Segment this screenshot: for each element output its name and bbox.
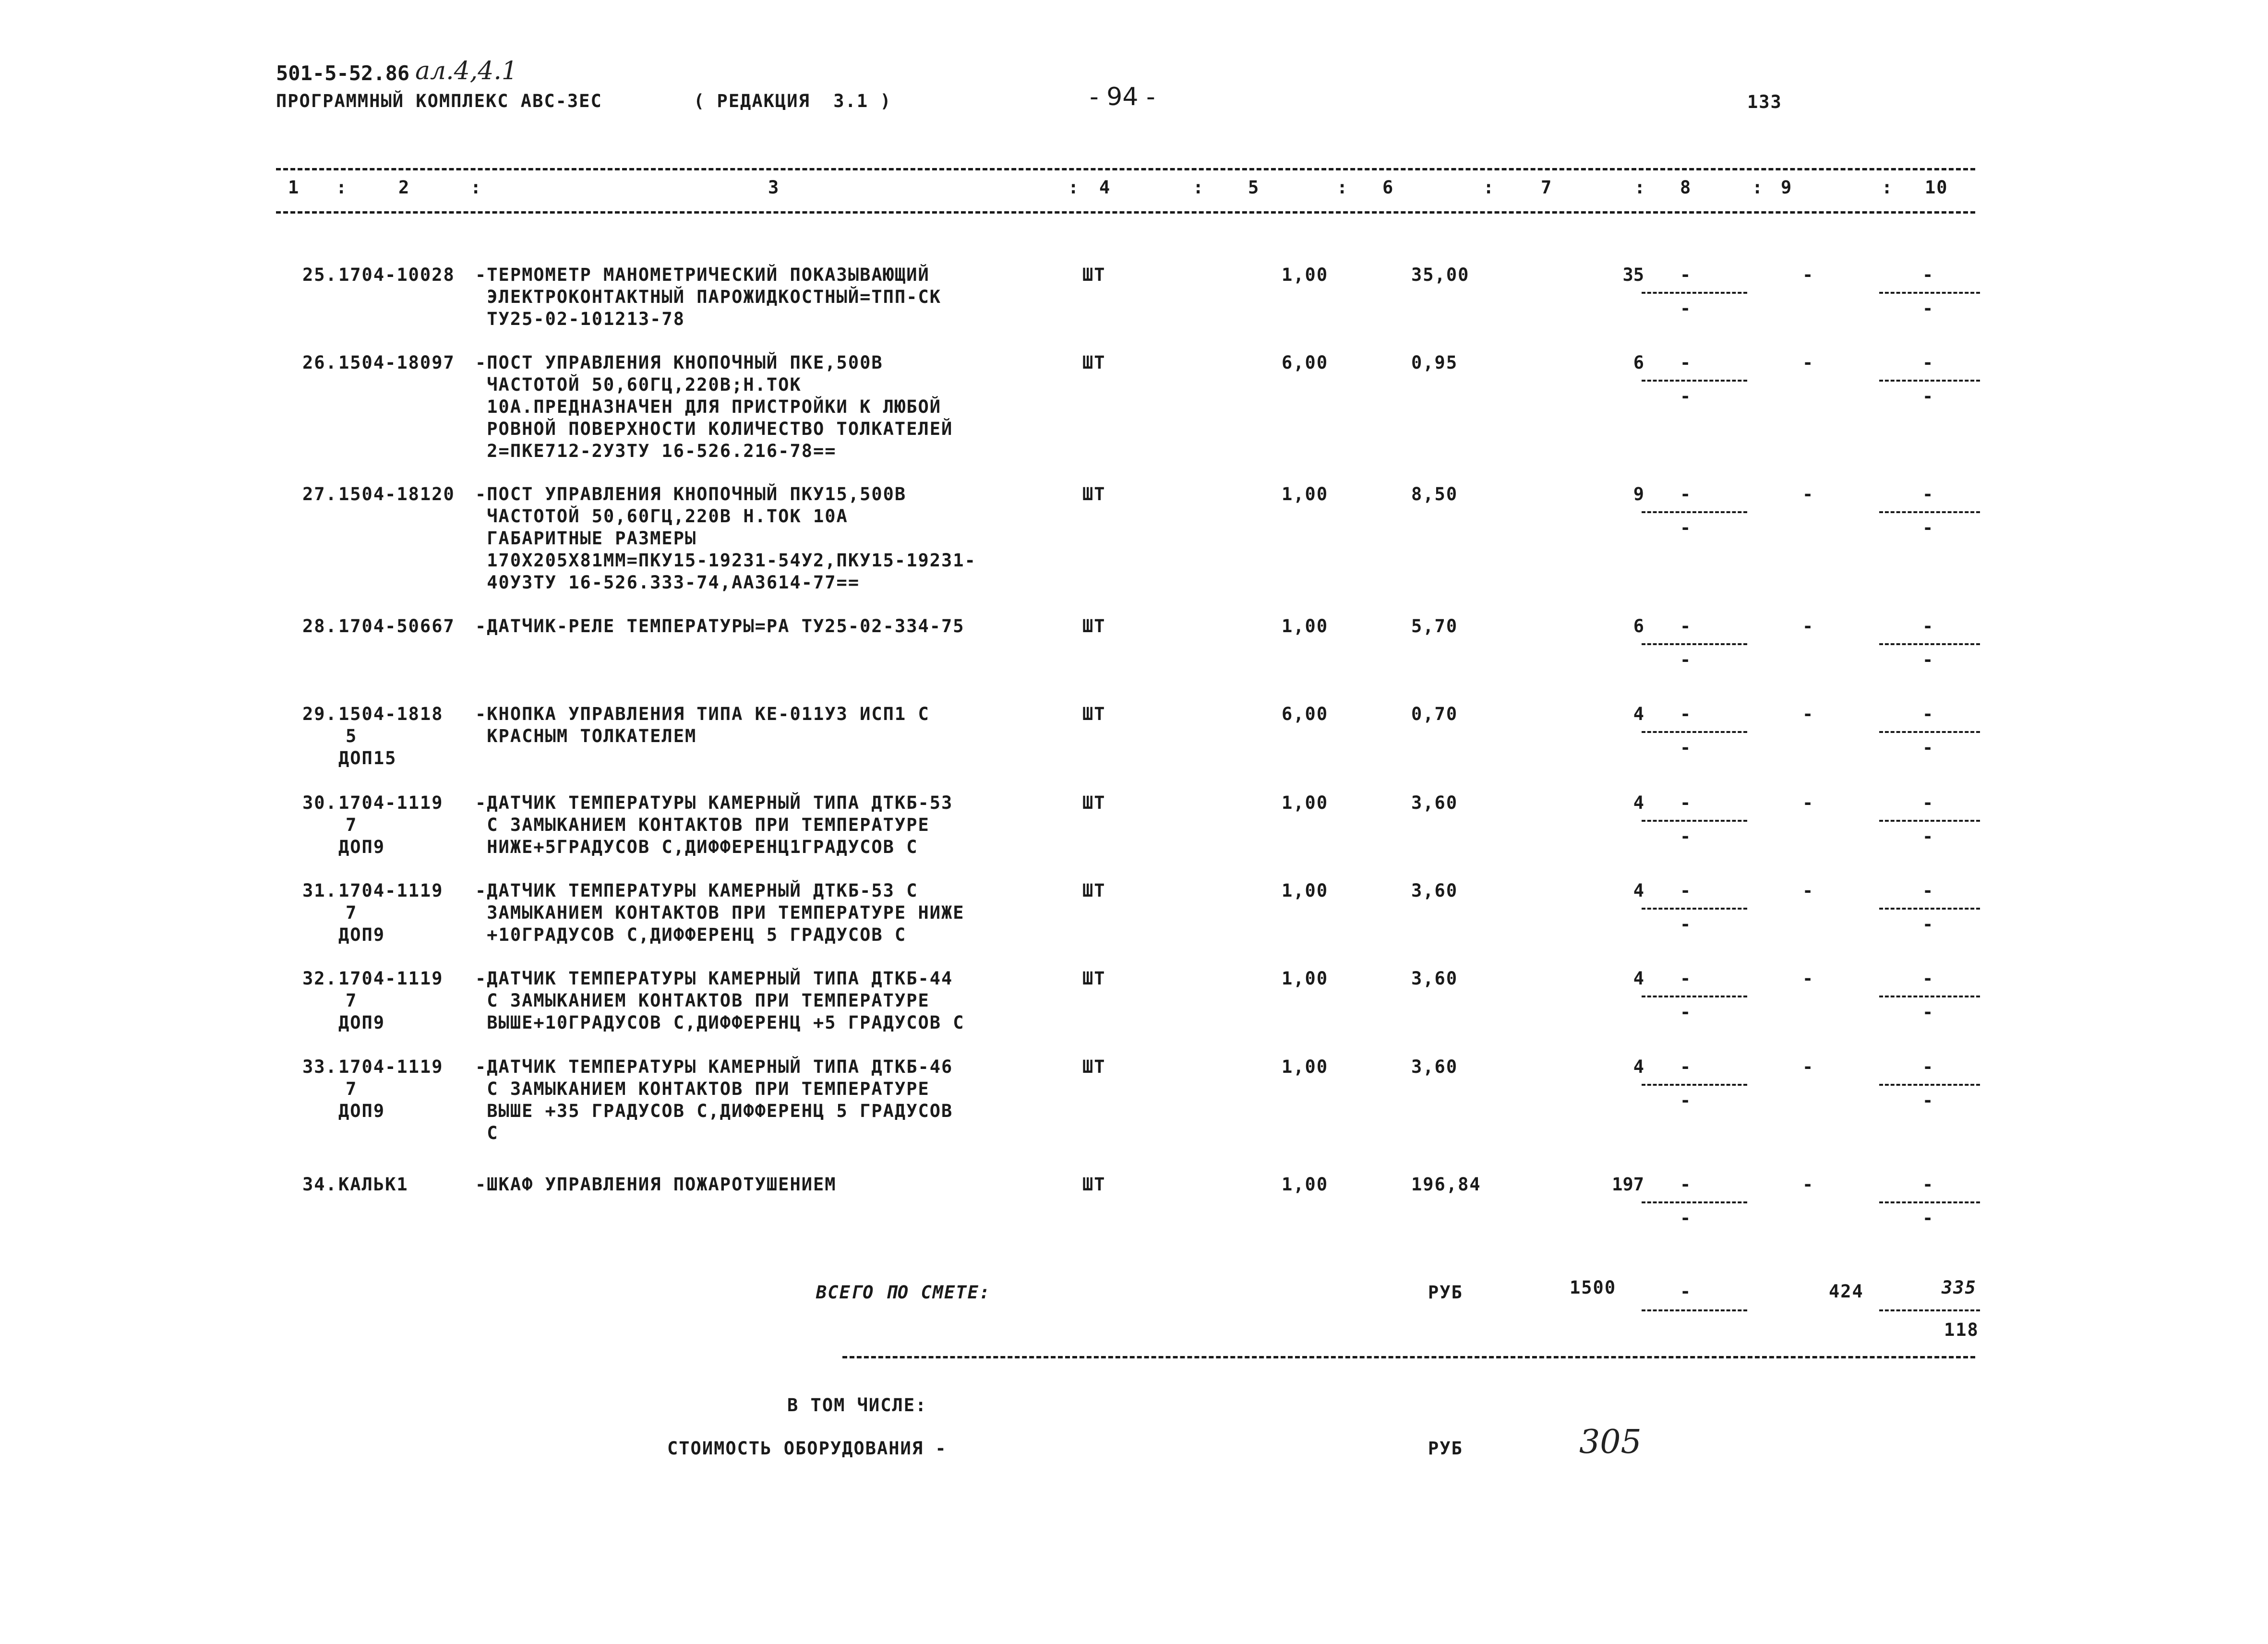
col9-cell: -	[1802, 1174, 1814, 1195]
total-cell: 4	[1633, 968, 1644, 989]
col8-cell-lower: -	[1680, 1090, 1692, 1111]
item-code-extra: 7	[346, 815, 358, 835]
quantity-cell: 6,00	[1282, 352, 1329, 373]
col9-cell: -	[1802, 352, 1814, 373]
summary-label: ВСЕГО ПО СМЕТЕ:	[816, 1282, 991, 1303]
quantity-cell: 1,00	[1282, 264, 1329, 285]
col10-cell: -	[1922, 968, 1934, 989]
item-description-line: С ЗАМЫКАНИЕМ КОНТАКТОВ ПРИ ТЕМПЕРАТУРЕ	[475, 990, 930, 1011]
item-description-line: С ЗАМЫКАНИЕМ КОНТАКТОВ ПРИ ТЕМПЕРАТУРЕ	[475, 1079, 930, 1099]
col10-rule	[1879, 1201, 1980, 1203]
column-separator: :	[1337, 177, 1349, 198]
col8-cell: -	[1680, 704, 1692, 724]
col10-cell: -	[1922, 1056, 1934, 1077]
item-code-extra: ДОП9	[338, 1101, 385, 1121]
column-header-2: 2	[398, 177, 410, 198]
col8-rule	[1642, 731, 1747, 733]
column-header-7: 7	[1541, 177, 1553, 198]
unit-cell: ШТ	[1082, 1056, 1106, 1077]
column-separator: :	[1193, 177, 1205, 198]
column-separator: :	[1483, 177, 1495, 198]
column-header-1: 1	[288, 177, 300, 198]
row-number: 33.	[302, 1056, 337, 1077]
col10-cell-lower: -	[1922, 386, 1934, 407]
row-number: 25.	[302, 264, 337, 285]
col8-rule	[1642, 820, 1747, 822]
col8-rule	[1642, 380, 1747, 382]
item-code: 1504-18120	[338, 484, 455, 504]
equipment-label: СТОИМОСТЬ ОБОРУДОВАНИЯ -	[667, 1438, 947, 1459]
col9-cell: -	[1802, 1056, 1814, 1077]
item-description-line: -ДАТЧИК ТЕМПЕРАТУРЫ КАМЕРНЫЙ ТИПА ДТКБ-44	[475, 968, 953, 989]
unit-price-cell: 35,00	[1411, 264, 1470, 285]
quantity-cell: 1,00	[1282, 484, 1329, 504]
column-separator: :	[1882, 177, 1894, 198]
col8-cell-lower: -	[1680, 1002, 1692, 1022]
quantity-cell: 6,00	[1282, 704, 1329, 724]
column-header-6: 6	[1382, 177, 1394, 198]
unit-cell: ШТ	[1082, 968, 1106, 989]
column-separator: :	[1634, 177, 1646, 198]
item-description-line: -КНОПКА УПРАВЛЕНИЯ ТИПА КЕ-011У3 ИСП1 С	[475, 704, 930, 724]
col10-rule	[1879, 643, 1980, 645]
col9-cell: -	[1802, 968, 1814, 989]
col10-cell: -	[1922, 484, 1934, 504]
col10-rule	[1879, 1084, 1980, 1086]
row-number: 34.	[302, 1174, 337, 1195]
col8-cell-lower: -	[1680, 517, 1692, 538]
total-cell: 197	[1612, 1174, 1644, 1195]
col8-cell: -	[1680, 352, 1692, 373]
column-header-5: 5	[1248, 177, 1260, 198]
item-description-line: РОВНОЙ ПОВЕРХНОСТИ КОЛИЧЕСТВО ТОЛКАТЕЛЕЙ	[475, 419, 953, 439]
quantity-cell: 1,00	[1282, 968, 1329, 989]
row-number: 31.	[302, 880, 337, 901]
col9-cell: -	[1802, 880, 1814, 901]
unit-price-cell: 0,95	[1411, 352, 1458, 373]
col10-cell-lower: -	[1922, 1208, 1934, 1228]
item-code-extra: ДОП15	[338, 748, 397, 768]
item-description-line: 170Х205Х81ММ=ПКУ15-19231-54У2,ПКУ15-19231-	[475, 550, 976, 571]
col8-cell: -	[1680, 880, 1692, 901]
column-separator: :	[1068, 177, 1080, 198]
col10-cell-lower: -	[1922, 517, 1934, 538]
item-description-line: -ДАТЧИК-РЕЛЕ ТЕМПЕРАТУРЫ=РА ТУ25-02-334-75	[475, 616, 965, 636]
item-description-line: ВЫШЕ +35 ГРАДУСОВ С,ДИФФЕРЕНЦ 5 ГРАДУСОВ	[475, 1101, 953, 1121]
col10-rule	[1879, 292, 1980, 294]
summary-total: 1500	[1570, 1277, 1617, 1298]
col10-cell: -	[1922, 616, 1934, 636]
row-number: 29.	[302, 704, 337, 724]
col8-cell: -	[1680, 484, 1692, 504]
col9-cell: -	[1802, 484, 1814, 504]
item-code-extra: ДОП9	[338, 924, 385, 945]
quantity-cell: 1,00	[1282, 1056, 1329, 1077]
item-code: КАЛЬК1	[338, 1174, 408, 1195]
col8-cell: -	[1680, 968, 1692, 989]
col10-rule	[1879, 996, 1980, 997]
header-rule-top	[276, 168, 1975, 170]
col8-cell-lower: -	[1680, 826, 1692, 847]
total-cell: 4	[1633, 704, 1644, 724]
item-description-line: -ТЕРМОМЕТР МАНОМЕТРИЧЕСКИЙ ПОКАЗЫВАЮЩИЙ	[475, 264, 930, 285]
unit-cell: ШТ	[1082, 1174, 1106, 1195]
item-description-line: -ДАТЧИК ТЕМПЕРАТУРЫ КАМЕРНЫЙ ДТКБ-53 С	[475, 880, 918, 901]
quantity-cell: 1,00	[1282, 880, 1329, 901]
unit-cell: ШТ	[1082, 880, 1106, 901]
col10-cell: -	[1922, 1174, 1934, 1195]
item-description-line: +10ГРАДУСОВ С,ДИФФЕРЕНЦ 5 ГРАДУСОВ С	[475, 924, 907, 945]
unit-cell: ШТ	[1082, 792, 1106, 813]
item-description-line: ВЫШЕ+10ГРАДУСОВ С,ДИФФЕРЕНЦ +5 ГРАДУСОВ С	[475, 1012, 965, 1033]
row-number: 32.	[302, 968, 337, 989]
handwritten-reference: ал.4,4.1	[415, 57, 517, 85]
total-cell: 4	[1633, 1056, 1644, 1077]
item-code-extra: 7	[346, 990, 358, 1011]
item-description-line: ЭЛЕКТРОКОНТАКТНЫЙ ПАРОЖИДКОСТНЫЙ=ТПП-СК	[475, 287, 942, 307]
item-description-line: ЧАСТОТОЙ 50,60ГЦ,220В Н.ТОК 10А	[475, 506, 848, 527]
col8-cell-lower: -	[1680, 737, 1692, 758]
item-description-line: НИЖЕ+5ГРАДУСОВ С,ДИФФЕРЕНЦ1ГРАДУСОВ С	[475, 837, 918, 857]
unit-cell: ШТ	[1082, 616, 1106, 636]
unit-price-cell: 3,60	[1411, 792, 1458, 813]
row-number: 28.	[302, 616, 337, 636]
total-cell: 6	[1633, 352, 1644, 373]
unit-price-cell: 0,70	[1411, 704, 1458, 724]
col10-cell: -	[1922, 792, 1934, 813]
col8-cell: -	[1680, 792, 1692, 813]
col10-cell-lower: -	[1922, 298, 1934, 319]
column-separator: :	[470, 177, 482, 198]
quantity-cell: 1,00	[1282, 616, 1329, 636]
item-code: 1704-1119	[338, 1056, 444, 1077]
column-separator: :	[1752, 177, 1764, 198]
summary-col9: 424	[1829, 1281, 1864, 1302]
item-code-extra: 5	[346, 726, 358, 746]
item-code-extra: 7	[346, 1079, 358, 1099]
col10-cell-lower: -	[1922, 1090, 1934, 1111]
col10-cell-lower: -	[1922, 737, 1934, 758]
column-header-9: 9	[1781, 177, 1793, 198]
item-description-line: -ШКАФ УПРАВЛЕНИЯ ПОЖАРОТУШЕНИЕМ	[475, 1174, 837, 1195]
col8-cell-lower: -	[1680, 298, 1692, 319]
col8-rule	[1642, 292, 1747, 294]
col9-cell: -	[1802, 792, 1814, 813]
including-label: В ТОМ ЧИСЛЕ:	[787, 1395, 927, 1416]
col8-rule	[1642, 1201, 1747, 1203]
col9-cell: -	[1802, 704, 1814, 724]
col10-cell: -	[1922, 704, 1934, 724]
col10-cell: -	[1922, 880, 1934, 901]
unit-cell: ШТ	[1082, 264, 1106, 285]
program-name: ПРОГРАММНЫЙ КОМПЛЕКС АВС-3ЕС	[276, 91, 602, 111]
col10-rule	[1879, 731, 1980, 733]
col10-cell: -	[1922, 264, 1934, 285]
item-description-line: С	[475, 1123, 499, 1143]
item-description-line: -ПОСТ УПРАВЛЕНИЯ КНОПОЧНЫЙ ПКЕ,500В	[475, 352, 883, 373]
col8-cell: -	[1680, 1056, 1692, 1077]
summary-col10-top: 335	[1942, 1277, 1977, 1298]
col10-cell: -	[1922, 352, 1934, 373]
col9-cell: -	[1802, 616, 1814, 636]
item-code-extra: ДОП9	[338, 1012, 385, 1033]
item-code: 1704-1119	[338, 792, 444, 813]
col8-rule	[1642, 643, 1747, 645]
item-code: 1504-18097	[338, 352, 455, 373]
unit-price-cell: 196,84	[1411, 1174, 1481, 1195]
item-code-extra: ДОП9	[338, 837, 385, 857]
total-cell: 9	[1633, 484, 1644, 504]
item-code: 1704-50667	[338, 616, 455, 636]
unit-price-cell: 5,70	[1411, 616, 1458, 636]
col8-rule	[1642, 908, 1747, 910]
column-header-4: 4	[1099, 177, 1111, 198]
row-number: 26.	[302, 352, 337, 373]
unit-price-cell: 3,60	[1411, 880, 1458, 901]
summary-col8-rule	[1642, 1309, 1747, 1311]
item-code: 1704-1119	[338, 968, 444, 989]
item-description-line: -ДАТЧИК ТЕМПЕРАТУРЫ КАМЕРНЫЙ ТИПА ДТКБ-46	[475, 1056, 953, 1077]
unit-cell: ШТ	[1082, 352, 1106, 373]
item-description-line: КРАСНЫМ ТОЛКАТЕЛЕМ	[475, 726, 697, 746]
item-description-line: -ДАТЧИК ТЕМПЕРАТУРЫ КАМЕРНЫЙ ТИПА ДТКБ-53	[475, 792, 953, 813]
col8-cell-lower: -	[1680, 1208, 1692, 1228]
edition: ( РЕДАКЦИЯ 3.1 )	[694, 91, 892, 111]
summary-col8: -	[1680, 1281, 1692, 1302]
item-description-line: 40У3ТУ 16-526.333-74,АА3614-77==	[475, 572, 860, 593]
header-rule-bottom	[276, 211, 1975, 214]
item-description-line: -ПОСТ УПРАВЛЕНИЯ КНОПОЧНЫЙ ПКУ15,500В	[475, 484, 907, 504]
summary-rule	[842, 1356, 1975, 1358]
col8-rule	[1642, 511, 1747, 513]
item-description-line: ГАБАРИТНЫЕ РАЗМЕРЫ	[475, 528, 697, 549]
doc-code: 501-5-52.86	[276, 61, 410, 85]
column-header-10: 10	[1925, 177, 1948, 198]
row-number: 30.	[302, 792, 337, 813]
col10-cell-lower: -	[1922, 914, 1934, 935]
col10-rule	[1879, 511, 1980, 513]
col8-cell: -	[1680, 1174, 1692, 1195]
page-label: - 94 -	[1090, 83, 1155, 111]
unit-cell: ШТ	[1082, 484, 1106, 504]
col8-cell: -	[1680, 616, 1692, 636]
total-cell: 4	[1633, 880, 1644, 901]
col8-cell: -	[1680, 264, 1692, 285]
item-code: 1504-1818	[338, 704, 444, 724]
item-description-line: ЗАМЫКАНИЕМ КОНТАКТОВ ПРИ ТЕМПЕРАТУРЕ НИЖЕ	[475, 902, 965, 923]
column-header-8: 8	[1680, 177, 1692, 198]
item-code: 1704-1119	[338, 880, 444, 901]
total-cell: 6	[1633, 616, 1644, 636]
unit-cell: ШТ	[1082, 704, 1106, 724]
item-description-line: ЧАСТОТОЙ 50,60ГЦ,220В;Н.ТОК	[475, 374, 802, 395]
unit-price-cell: 3,60	[1411, 1056, 1458, 1077]
item-description-line: ТУ25-02-101213-78	[475, 309, 685, 329]
summary-col10-rule	[1879, 1309, 1980, 1311]
col8-rule	[1642, 1084, 1747, 1086]
column-separator: :	[336, 177, 348, 198]
col8-cell-lower: -	[1680, 386, 1692, 407]
sheet-number: 133	[1747, 92, 1782, 112]
col10-rule	[1879, 820, 1980, 822]
col8-cell-lower: -	[1680, 649, 1692, 670]
item-description-line: 2=ПКЕ712-2У3ТУ 16-526.216-78==	[475, 441, 837, 461]
col10-cell-lower: -	[1922, 1002, 1934, 1022]
total-cell: 4	[1633, 792, 1644, 813]
total-cell: 35	[1622, 264, 1644, 285]
item-code-extra: 7	[346, 902, 358, 923]
col10-rule	[1879, 380, 1980, 382]
item-code: 1704-10028	[338, 264, 455, 285]
col8-rule	[1642, 996, 1747, 997]
row-number: 27.	[302, 484, 337, 504]
col10-cell-lower: -	[1922, 826, 1934, 847]
col10-cell-lower: -	[1922, 649, 1934, 670]
unit-price-cell: 8,50	[1411, 484, 1458, 504]
item-description-line: 10А.ПРЕДНАЗНАЧЕН ДЛЯ ПРИСТРОЙКИ К ЛЮБОЙ	[475, 396, 942, 417]
quantity-cell: 1,00	[1282, 1174, 1329, 1195]
column-header-3: 3	[768, 177, 780, 198]
col8-cell-lower: -	[1680, 914, 1692, 935]
equipment-unit: РУБ	[1428, 1438, 1463, 1459]
unit-price-cell: 3,60	[1411, 968, 1458, 989]
summary-col10-bottom: 118	[1944, 1320, 1979, 1340]
summary-unit: РУБ	[1428, 1282, 1463, 1303]
item-description-line: С ЗАМЫКАНИЕМ КОНТАКТОВ ПРИ ТЕМПЕРАТУРЕ	[475, 815, 930, 835]
col9-cell: -	[1802, 264, 1814, 285]
quantity-cell: 1,00	[1282, 792, 1329, 813]
col10-rule	[1879, 908, 1980, 910]
equipment-value: 305	[1579, 1423, 1642, 1461]
